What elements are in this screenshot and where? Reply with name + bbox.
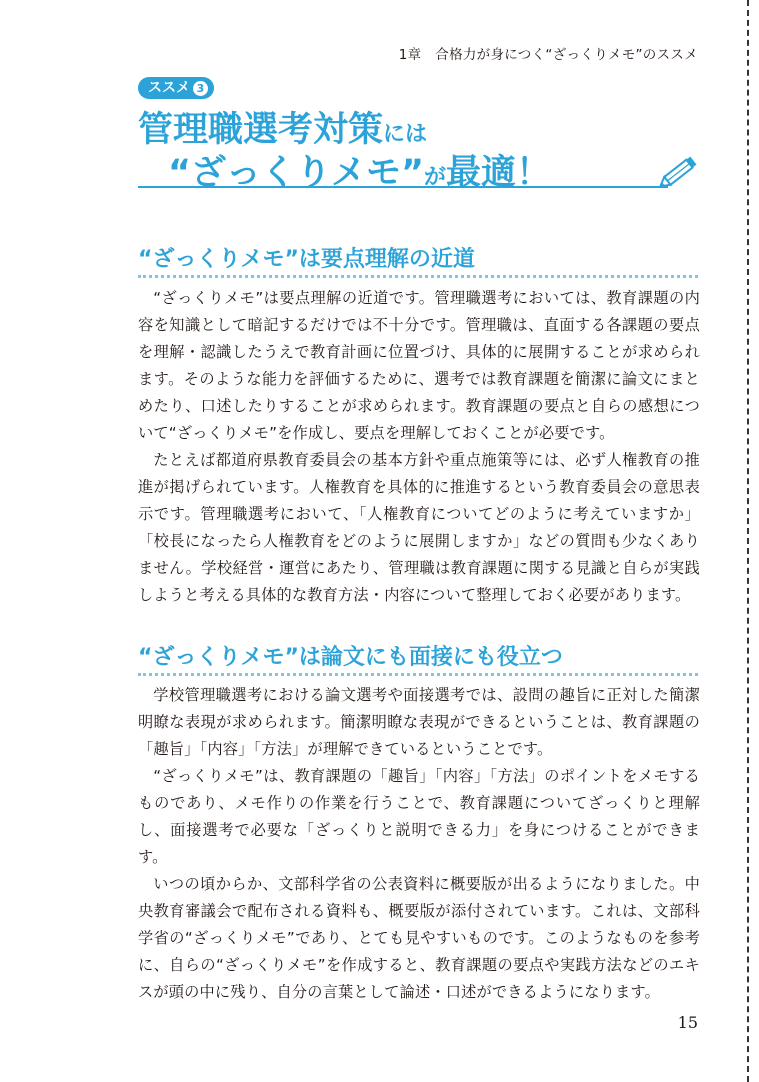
page-number: 15	[677, 1013, 698, 1032]
section-heading-1: “ざっくりメモ”は要点理解の近道	[138, 247, 475, 272]
badge-label: ススメ	[148, 80, 190, 96]
section-body-1	[138, 285, 700, 609]
paragraph: “ざっくりメモ”は要点理解の近道です。管理職選考においては、教育課題の内容を知識として暗記するだけでは不十分です。管理職は、直面する各課題の要点を理解・認識したうえで教育計画に位置づけ、具体的に展開することが求められます。そのような能力を評価するために、選考では教育課題を簡潔に論文にまとめたり、口述したりすることが求められます。教育課題の要点と自らの感想について“ざっくりメモ”を作成し、要点を理解しておくことが必要です。	[138, 289, 700, 442]
pencil-icon	[658, 153, 702, 189]
badge-number: 3	[193, 81, 208, 96]
title-end: 最適！	[446, 153, 552, 193]
title-main: 管理職選考対策	[138, 110, 384, 150]
paragraph: 学校管理職選考における論文選考や面接選考では、設問の趣旨に正対した簡潔明瞭な表現が求められます。簡潔明瞭な表現ができるということは、教育課題の「趣旨」「内容」「方法」が理解できているということです。	[138, 686, 700, 758]
chapter-badge	[138, 77, 214, 99]
section-body-2	[138, 682, 700, 1006]
page-cut-line	[747, 0, 749, 1082]
title-memo: “ざっくりメモ”	[168, 153, 425, 193]
title-particle-ga: が	[424, 165, 447, 190]
paragraph: たとえば都道府県教育委員会の基本方針や重点施策等には、必ず人権教育の推進が掲げられています。人権教育を具体的に推進するという教育委員会の意思表示です。管理職選考において、「人権教育についてどのように考えていますか」「校長になったら人権教育をどのように展開しますか」などの質問も少なくありません。学校経営・運営にあたり、管理職は教育課題に関する見識と自らが実践しようと考える具体的な教育方法・内容について整理しておく必要があります。	[138, 451, 700, 604]
title-underline	[138, 186, 668, 188]
section-divider-2	[138, 673, 698, 676]
section-heading-2: “ざっくりメモ”は論文にも面接にも役立つ	[138, 645, 563, 670]
running-head: 1章 合格力が身につく“ざっくりメモ”のススメ	[398, 47, 698, 63]
title-particle: には	[383, 122, 428, 147]
paragraph: いつの頃からか、文部科学省の公表資料に概要版が出るようになりました。中央教育審議会で配布される資料も、概要版が添付されています。これは、文部科学省の“ざっくりメモ”であり、とても見やすいものです。このようなものを参考に、自らの“ざっくりメモ”を作成すると、教育課題の要点や実践方法などのエキスが頭の中に残り、自分の言葉として論述・口述ができるようになります。	[138, 875, 700, 1001]
section-divider-1	[138, 275, 698, 278]
paragraph: “ざっくりメモ”は、教育課題の「趣旨」「内容」「方法」のポイントをメモするものであり、メモ作りの作業を行うことで、教育課題についてざっくりと理解し、面接選考で必要な「ざっくりと説明できる力」を身につけることができます。	[138, 767, 700, 866]
